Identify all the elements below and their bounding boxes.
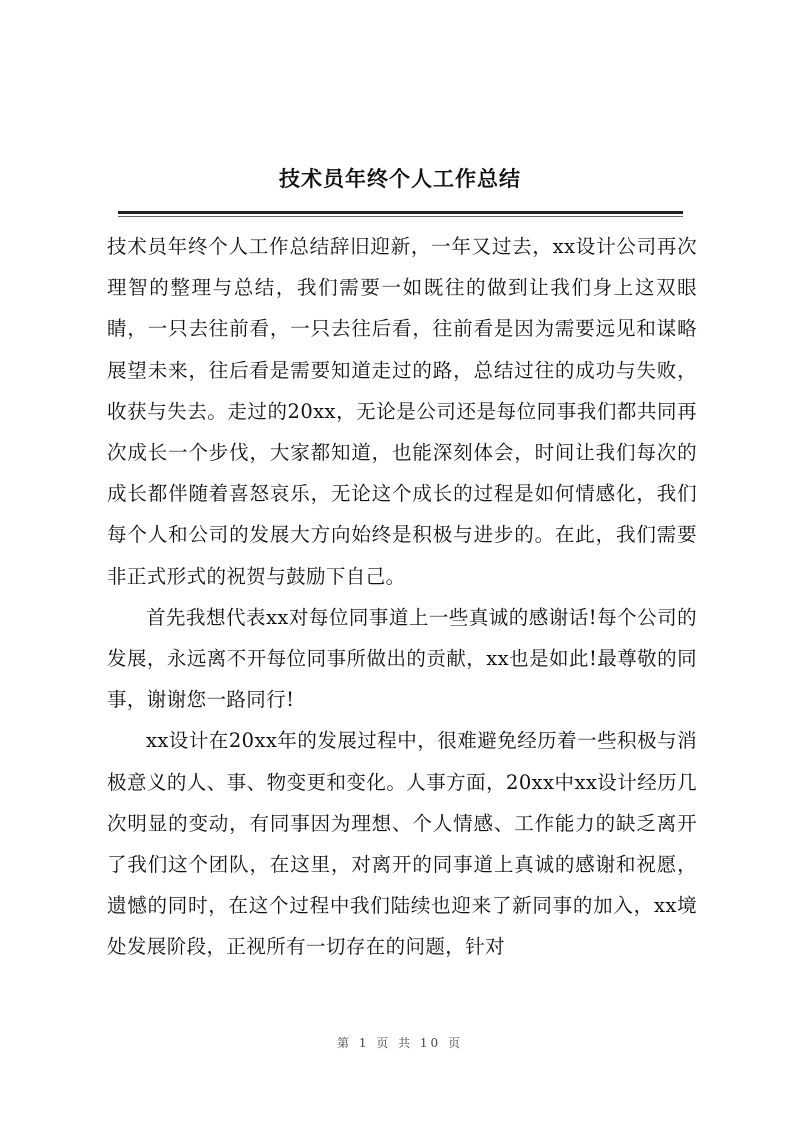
document-title: 技术员年终个人工作总结 [279,167,521,191]
page-number-footer: 第 1 页 共 10 页 [337,1036,463,1050]
document-body [107,226,697,968]
paragraph-2: 首先我想代表xx对每位同事道上一些真诚的感谢话!每个公司的发展，永远离不开每位同事所做出的贡献，xx也是如此!最尊敬的同事，谢谢您一路同行! [107,605,697,712]
title-underline-thin [118,216,683,217]
title-underline-thick [118,211,683,214]
paragraph-3: xx设计在20xx年的发展过程中，很难避免经历着一些积极与消极意义的人、事、物变更和变化。人事方面，20xx中xx设计经历几次明显的变动，有同事因为理想、个人情感、工作能力的缺乏离开了我们这个团队，在这里，对离开的同事道上真诚的感谢和祝愿，遗憾的同时，在这个过程中我们陆续也迎来了新同事的加入，xx境处发展阶段，正视所有一切存在的问题，针对 [107,729,697,959]
paragraph-1: 技术员年终个人工作总结辞旧迎新，一年又过去，xx设计公司再次理智的整理与总结，我们需要一如既往的做到让我们身上这双眼睛，一只去往前看，一只去往后看，往前看是因为需要远见和谋略展望未来，往后看是需要知道走过的路，总结过往的成功与失败，收获与失去。走过的20xx，无论是公司还是每位同事我们都共同再次成长一个步伐，大家都知道，也能深刻体会，时间让我们每次的成长都伴随着喜怒哀乐，无论这个成长的过程是如何情感化，我们每个人和公司的发展大方向始终是积极与进步的。在此，我们需要非正式形式的祝贺与鼓励下自己。 [107,235,697,588]
